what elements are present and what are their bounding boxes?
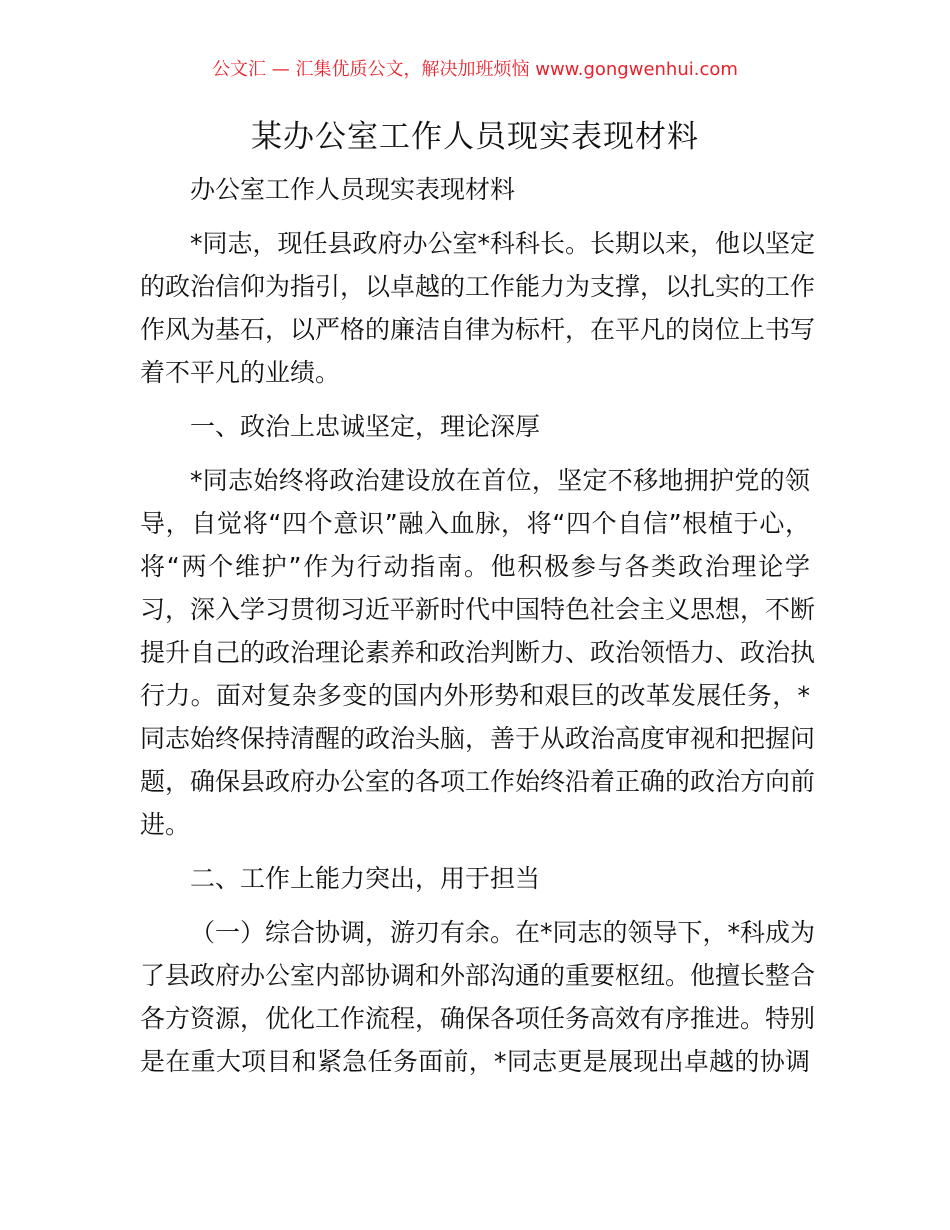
coordination-paragraph: [140, 911, 816, 1083]
text-line: 行力。面对复杂多变的国内外形势和艰巨的改革发展任务，*: [140, 681, 810, 710]
text-line: 二、工作上能力突出，用于担当: [190, 864, 541, 893]
text-line: 同志始终保持清醒的政治头脑，善于从政治高度审视和把握问: [140, 724, 816, 753]
text-line: （一）综合协调，游刃有余。在*同志的领导下，*科成为: [190, 918, 816, 947]
text-line: 作风为基石，以严格的廉洁自律为标杆，在平凡的岗位上书写: [140, 315, 816, 344]
text-line: 了县政府办公室内部协调和外部沟通的重要枢纽。他擅长整合: [140, 961, 816, 990]
text-line: 一、政治上忠诚坚定，理论深厚: [190, 412, 541, 441]
text-line: 将“两个维护”作为行动指南。他积极参与各类政治理论学: [140, 552, 810, 581]
document-title: 某办公室工作人员现实表现材料: [251, 119, 699, 155]
intro-paragraph: [140, 222, 816, 394]
politics-paragraph: [140, 459, 816, 846]
text-line: 导，自觉将“四个意识”融入血脉，将“四个自信”根植于心，: [140, 509, 810, 538]
text-line: 各方资源，优化工作流程，确保各项任务高效有序推进。特别: [140, 1004, 816, 1033]
text-line: 习，深入学习贯彻习近平新时代中国特色社会主义思想，不断: [140, 595, 816, 624]
section-heading-2: [140, 857, 810, 900]
text-line: *同志，现任县政府办公室*科科长。长期以来，他以坚定: [190, 229, 816, 258]
text-line: 是在重大项目和紧急任务面前，*同志更是展现出卓越的协调: [140, 1047, 810, 1076]
document-body: [140, 168, 816, 1094]
subtitle-paragraph: [140, 168, 810, 211]
text-line: 着不平凡的业绩。: [140, 358, 341, 387]
text-line: 办公室工作人员现实表现材料: [190, 175, 516, 204]
text-line: 题，确保县政府办公室的各项工作始终沿着正确的政治方向前: [140, 767, 816, 796]
text-line: 提升自己的政治理论素养和政治判断力、政治领悟力、政治执: [140, 638, 816, 667]
header-banner: 公文汇 — 汇集优质公文，解决加班烦恼 www.gongwenhui.com: [212, 59, 738, 80]
section-heading-1: [140, 405, 810, 448]
text-line: 的政治信仰为指引，以卓越的工作能力为支撑，以扎实的工作: [140, 272, 816, 301]
text-line: *同志始终将政治建设放在首位，坚定不移地拥护党的领: [190, 466, 810, 495]
text-line: 进。: [140, 810, 191, 839]
